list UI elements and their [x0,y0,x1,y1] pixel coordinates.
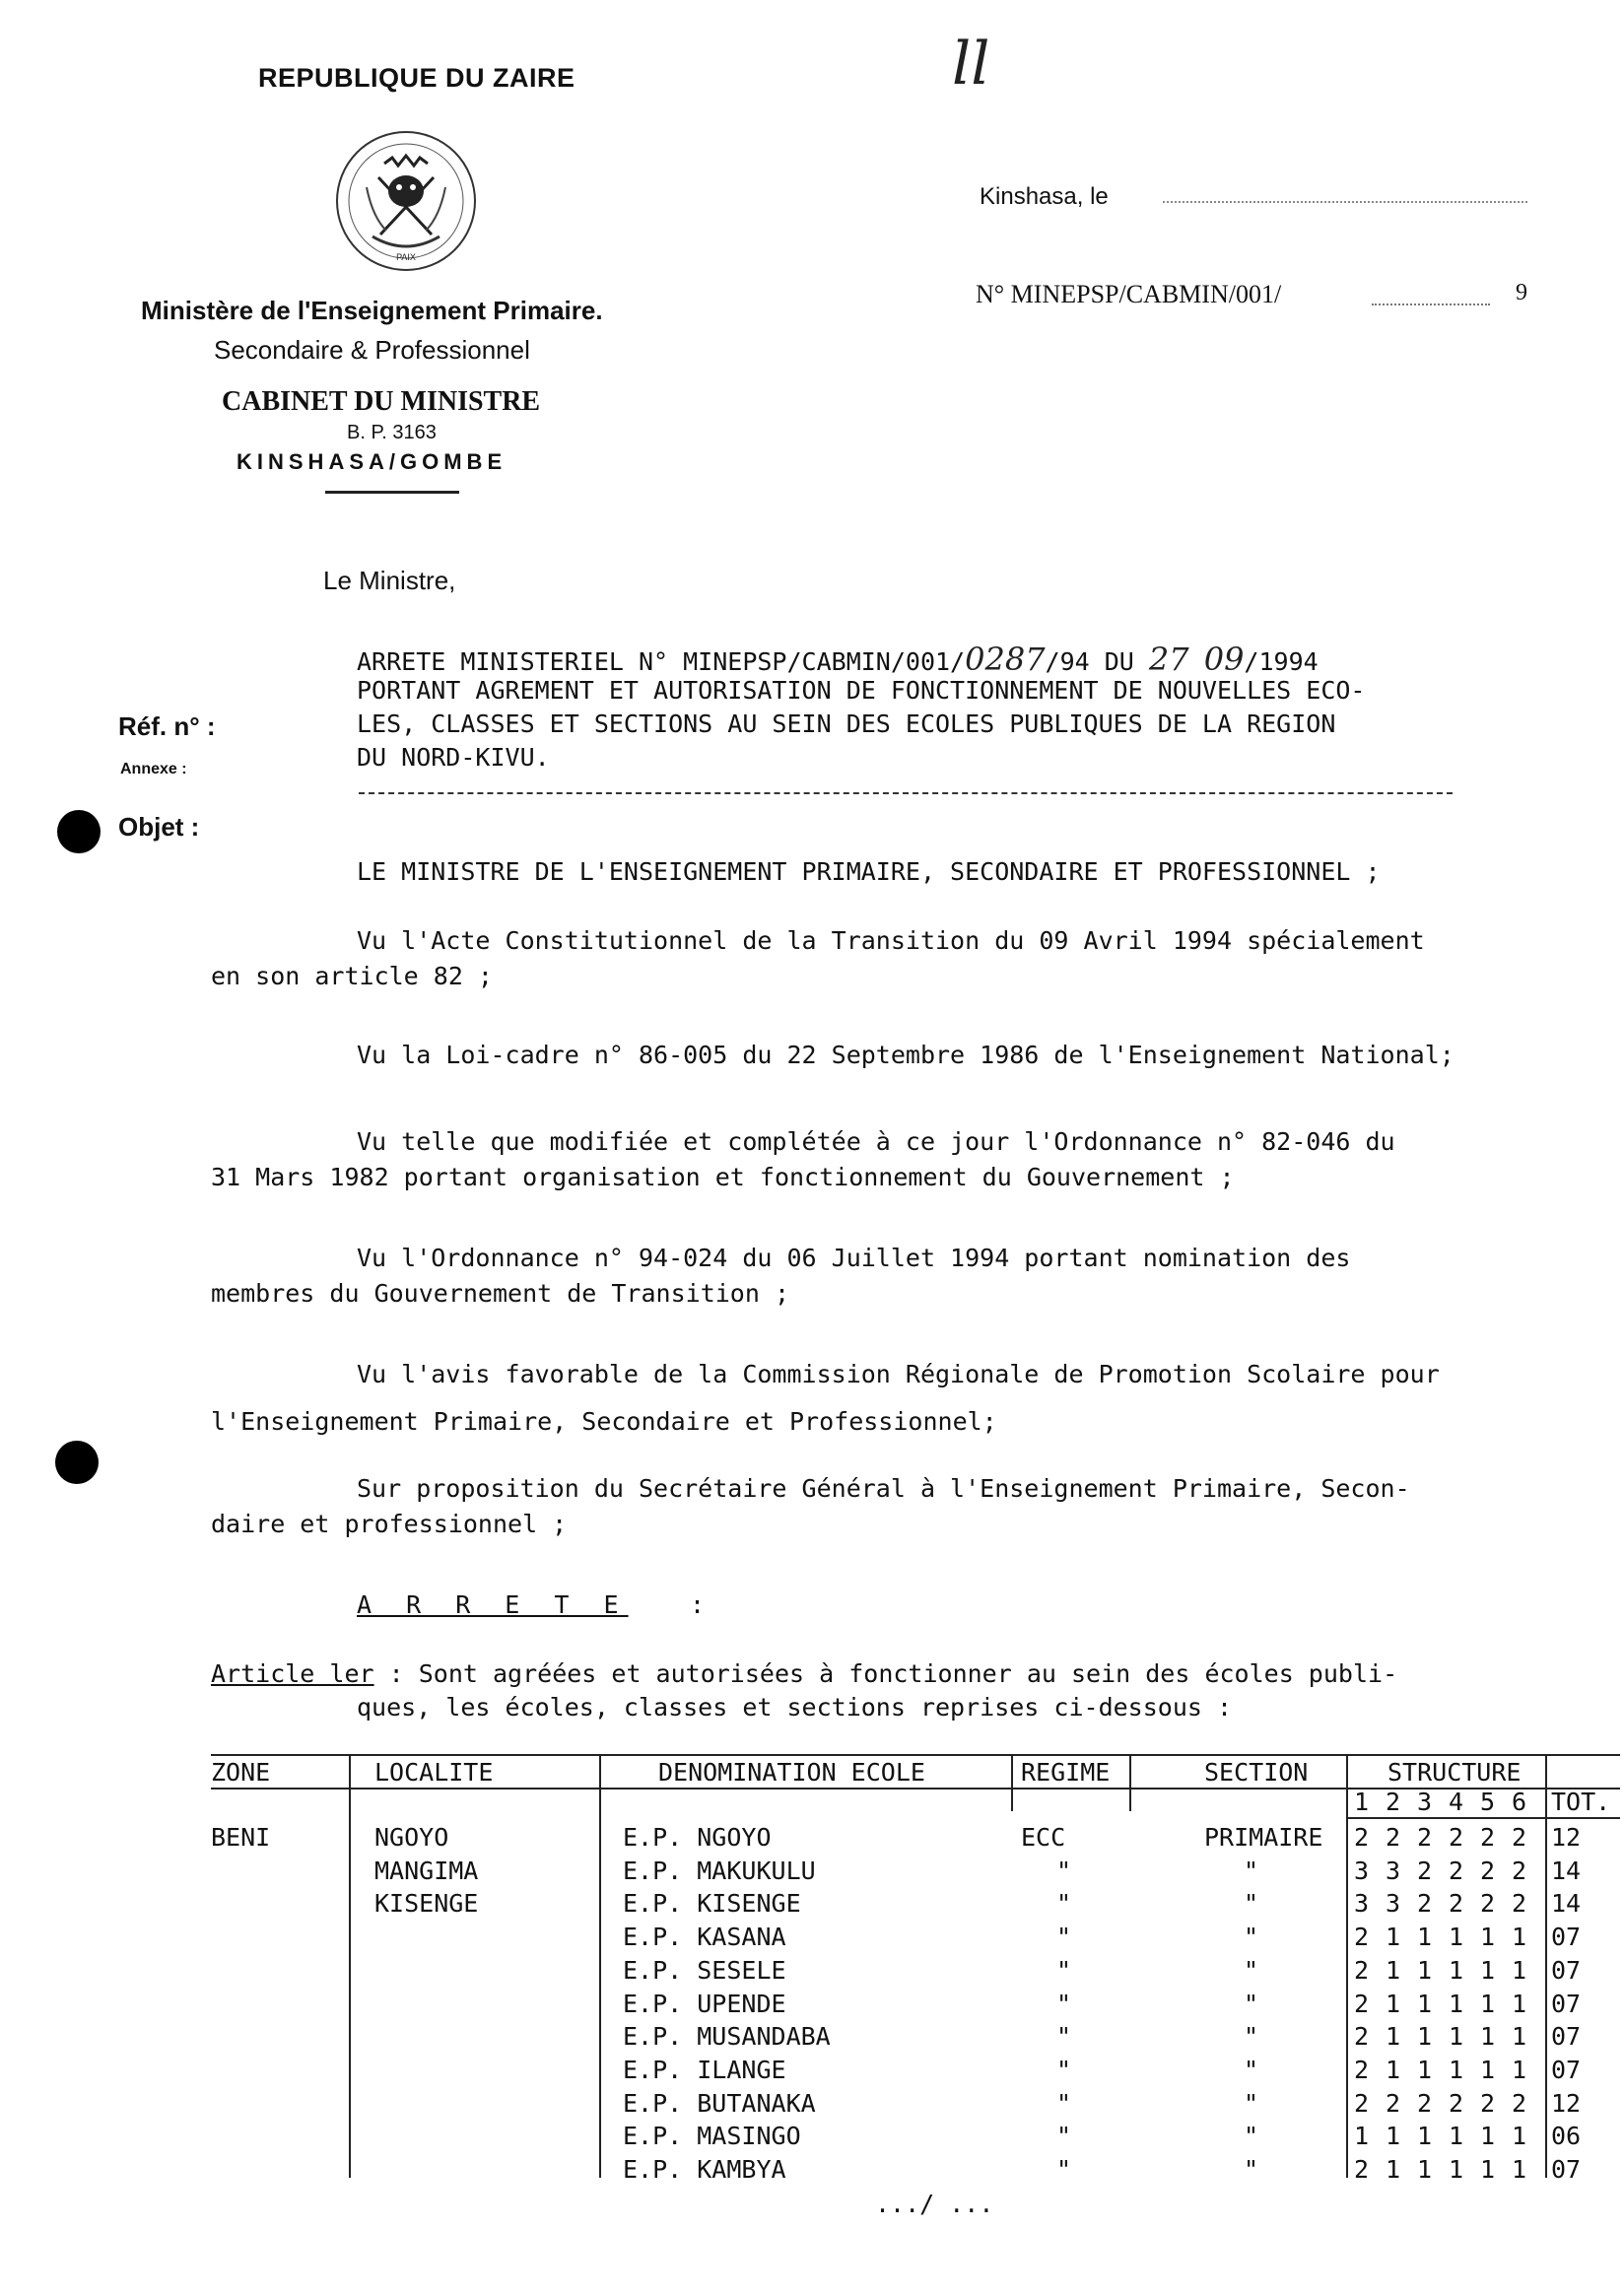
cell-level-5: 1 [1480,2022,1496,2051]
cell-regime: ECC [1021,1823,1066,1852]
subject-line-4: DU NORD-KIVU. [357,743,550,772]
cell-level-2: 2 [1386,2089,1401,2118]
minister-heading: LE MINISTRE DE L'ENSEIGNEMENT PRIMAIRE, SECONDAIRE ET PROFESSIONNEL ; [357,857,1381,886]
city-line: KINSHASA/GOMBE [237,449,508,474]
article-1-label: Article ler [211,1659,374,1688]
cell-level-3: 1 [1417,1956,1433,1985]
cell-level-6: 1 [1512,1990,1527,2018]
cell-level-3: 1 [1417,2155,1433,2184]
cell-ecole: E.P. KAMBYA [623,2155,786,2184]
cell-regime: " [1056,1990,1072,2018]
handwritten-month: 09 [1203,641,1245,678]
cell-level-5: 1 [1480,2056,1496,2084]
subject-prefix: ARRETE MINISTERIEL N° MINEPSP/CABMIN/001/ [357,647,966,676]
reference-dotted-blank [1372,304,1490,305]
header-zone: ZONE [211,1758,271,1787]
cell-level-1: 1 [1354,2122,1370,2150]
signatory: Le Ministre, [323,566,456,595]
cell-total: 06 [1551,2122,1582,2150]
cell-level-4: 1 [1449,1923,1464,1951]
article-1-line-b: ques, les écoles, classes et sections reprises ci-dessous : [357,1693,1233,1722]
cell-level-2: 3 [1386,1889,1401,1918]
cell-ecole: E.P. KISENGE [623,1889,801,1918]
cell-level-6: 2 [1512,1889,1527,1918]
cell-level-3: 2 [1417,1823,1433,1852]
cell-ecole: E.P. ILANGE [623,2056,786,2084]
article-1-line-a [211,1659,1397,1688]
cell-level-6: 1 [1512,1923,1527,1951]
cell-section: " [1244,2022,1259,2051]
cell-level-2: 1 [1386,1990,1401,2018]
cell-level-3: 1 [1417,2122,1433,2150]
date-dotted-blank [1163,201,1527,203]
cell-level-5: 2 [1480,1889,1496,1918]
cell-regime: " [1056,2089,1072,2118]
cell-level-1: 2 [1354,2089,1370,2118]
cell-level-1: 2 [1354,2056,1370,2084]
cell-level-3: 1 [1417,1990,1433,2018]
cell-ecole: E.P. MAKUKULU [623,1857,816,1885]
header-level-1: 1 [1354,1788,1370,1816]
cell-regime: " [1056,2155,1072,2184]
punch-hole-bottom [55,1441,99,1484]
objet-label: Objet : [118,812,200,842]
header-total: TOT. [1551,1788,1611,1816]
cell-total: 12 [1551,1823,1582,1852]
cell-level-6: 2 [1512,1857,1527,1885]
header-level-6: 6 [1512,1788,1527,1816]
cell-level-5: 2 [1480,2089,1496,2118]
cell-total: 07 [1551,1990,1582,2018]
cell-total: 07 [1551,2022,1582,2051]
cell-level-5: 1 [1480,1990,1496,2018]
cell-level-2: 1 [1386,2056,1401,2084]
cell-total: 07 [1551,2056,1582,2084]
cell-level-5: 1 [1480,1923,1496,1951]
sur-proposition-b: daire et professionnel ; [211,1510,568,1538]
cell-level-3: 1 [1417,2022,1433,2051]
header-localite: LOCALITE [374,1758,494,1787]
cell-ecole: E.P. MUSANDABA [623,2022,831,2051]
cell-level-1: 2 [1354,1923,1370,1951]
cell-section: " [1244,1956,1259,1985]
subject-line-2: PORTANT AGREMENT ET AUTORISATION DE FONCTIONNEMENT DE NOUVELLES ECO- [357,676,1366,705]
col-rule-structure [1545,1754,1547,2178]
cell-regime: " [1056,2022,1072,2051]
subject-year: /1994 [1244,647,1319,676]
ministry-line-1: Ministère de l'Enseignement Primaire. [141,296,603,325]
cell-section: " [1244,2089,1259,2118]
cell-section: " [1244,1857,1259,1885]
vu-5-b: l'Enseignement Primaire, Secondaire et Professionnel; [211,1407,997,1436]
cell-level-2: 3 [1386,1857,1401,1885]
republic-title: REPUBLIQUE DU ZAIRE [258,63,575,93]
cabinet-title: CABINET DU MINISTRE [222,386,541,417]
cell-level-4: 1 [1449,1990,1464,2018]
cell-section: " [1244,2155,1259,2184]
cell-localite: MANGIMA [374,1857,479,1885]
vu-3-a: Vu telle que modifiée et complétée à ce jour l'Ordonnance n° 82-046 du [357,1127,1395,1156]
cell-level-1: 2 [1354,1990,1370,2018]
col-rule-denomination [1011,1754,1013,1811]
cell-section: " [1244,2056,1259,2084]
reference-suffix: 9 [1516,280,1527,305]
cell-level-4: 2 [1449,1889,1464,1918]
cell-zone: BENI [211,1823,271,1852]
cell-regime: " [1056,1923,1072,1951]
cell-total: 07 [1551,1923,1582,1951]
table-top-rule [211,1754,1620,1756]
article-1-text: : Sont agréées et autorisées à fonctionner au sein des écoles publi- [373,1659,1398,1688]
cell-regime: " [1056,1889,1072,1918]
cell-level-4: 2 [1449,2089,1464,2118]
cell-level-5: 2 [1480,1823,1496,1852]
cell-level-2: 1 [1386,2022,1401,2051]
cell-total: 07 [1551,1956,1582,1985]
cell-section: " [1244,1923,1259,1951]
cell-section: " [1244,2122,1259,2150]
ref-label: Réf. n° : [118,711,216,741]
header-denomination: DENOMINATION ECOLE [658,1758,925,1787]
cell-level-2: 1 [1386,1956,1401,1985]
seal-motto: PAIX [396,252,416,262]
cell-level-3: 1 [1417,2056,1433,2084]
cell-level-6: 1 [1512,2022,1527,2051]
cell-level-3: 2 [1417,1889,1433,1918]
cell-level-5: 1 [1480,2122,1496,2150]
cell-level-6: 1 [1512,2122,1527,2150]
structure-subheader-rule [1348,1817,1620,1819]
cell-level-4: 1 [1449,1956,1464,1985]
header-level-4: 4 [1449,1788,1464,1816]
cell-level-5: 2 [1480,1857,1496,1885]
cell-total: 07 [1551,2155,1582,2184]
cell-level-1: 2 [1354,2155,1370,2184]
subject-dashed-rule [359,792,1453,794]
reference-number: N° MINEPSP/CABMIN/001/ [976,280,1282,308]
cell-total: 14 [1551,1889,1582,1918]
postal-box: B. P. 3163 [347,422,437,443]
vu-4-b: membres du Gouvernement de Transition ; [211,1279,789,1308]
place-date: Kinshasa, le [980,183,1109,210]
continuation-marker: .../ ... [875,2190,994,2218]
vu-1-b: en son article 82 ; [211,962,493,990]
cell-level-1: 3 [1354,1857,1370,1885]
cell-level-1: 2 [1354,1823,1370,1852]
handwritten-day: 27 [1148,641,1189,678]
coat-of-arms-seal [333,128,479,274]
subject-line-1 [357,641,1319,678]
cell-level-2: 2 [1386,1823,1401,1852]
vu-4-a: Vu l'Ordonnance n° 94-024 du 06 Juillet 1994 portant nomination des [357,1244,1351,1272]
cell-level-3: 2 [1417,1857,1433,1885]
cell-level-6: 1 [1512,2056,1527,2084]
cell-ecole: E.P. KASANA [623,1923,786,1951]
cell-regime: " [1056,2122,1072,2150]
col-rule-zone [349,1754,351,2178]
header-section: SECTION [1204,1758,1309,1787]
cell-regime: " [1056,1956,1072,1985]
cell-level-6: 1 [1512,1956,1527,1985]
cell-level-4: 1 [1449,2022,1464,2051]
cell-total: 14 [1551,1857,1582,1885]
col-rule-section [1346,1754,1348,2178]
punch-hole-top [57,810,101,853]
header-structure: STRUCTURE [1387,1758,1522,1787]
cell-level-4: 1 [1449,2056,1464,2084]
cell-level-4: 2 [1449,1823,1464,1852]
cell-section: PRIMAIRE [1204,1823,1323,1852]
col-rule-regime [1129,1754,1131,1811]
subject-mid: /94 DU [1045,647,1134,676]
cell-level-1: 2 [1354,1956,1370,1985]
annexe-label: Annexe : [120,761,187,777]
handwritten-initial: ll [952,30,990,99]
cell-localite: NGOYO [374,1823,449,1852]
cell-level-4: 2 [1449,1857,1464,1885]
cell-level-2: 1 [1386,1923,1401,1951]
cell-total: 12 [1551,2089,1582,2118]
vu-1-a: Vu l'Acte Constitutionnel de la Transition du 09 Avril 1994 spécialement [357,926,1425,955]
arrete-heading: A R R E T E [357,1590,629,1619]
cell-level-2: 1 [1386,2122,1401,2150]
cell-level-1: 3 [1354,1889,1370,1918]
cell-regime: " [1056,1857,1072,1885]
header-level-5: 5 [1480,1788,1496,1816]
cell-level-5: 1 [1480,1956,1496,1985]
subject-line-3: LES, CLASSES ET SECTIONS AU SEIN DES ECOLES PUBLIQUES DE LA REGION [357,709,1336,738]
cell-level-3: 1 [1417,1923,1433,1951]
cell-ecole: E.P. MASINGO [623,2122,801,2150]
cell-level-6: 1 [1512,2155,1527,2184]
cell-level-4: 1 [1449,2122,1464,2150]
cell-level-5: 1 [1480,2155,1496,2184]
table-header-rule [211,1788,1620,1790]
arrete-colon: : [690,1590,706,1619]
sur-proposition-a: Sur proposition du Secrétaire Général à l'Enseignement Primaire, Secon- [357,1474,1410,1503]
cell-regime: " [1056,2056,1072,2084]
ministry-line-2: Secondaire & Professionnel [214,335,530,365]
cell-level-4: 1 [1449,2155,1464,2184]
cell-ecole: E.P. UPENDE [623,1990,786,2018]
cell-level-2: 1 [1386,2155,1401,2184]
cell-localite: KISENGE [374,1889,479,1918]
cell-ecole: E.P. SESELE [623,1956,786,1985]
vu-3-b: 31 Mars 1982 portant organisation et fonctionnement du Gouvernement ; [211,1163,1235,1191]
vu-5-a: Vu l'avis favorable de la Commission Régionale de Promotion Scolaire pour [357,1360,1440,1388]
handwritten-decree-number: 0287 [965,641,1046,678]
cell-section: " [1244,1889,1259,1918]
col-rule-localite [599,1754,601,2178]
cell-ecole: E.P. BUTANAKA [623,2089,816,2118]
cell-level-1: 2 [1354,2022,1370,2051]
cell-section: " [1244,1990,1259,2018]
cell-level-6: 2 [1512,2089,1527,2118]
header-level-3: 3 [1417,1788,1433,1816]
header-regime: REGIME [1021,1758,1111,1787]
letterhead-underline [325,491,459,494]
vu-2: Vu la Loi-cadre n° 86-005 du 22 Septembre 1986 de l'Enseignement National; [357,1041,1455,1069]
cell-level-6: 2 [1512,1823,1527,1852]
header-level-2: 2 [1386,1788,1401,1816]
cell-level-3: 2 [1417,2089,1433,2118]
cell-ecole: E.P. NGOYO [623,1823,772,1852]
